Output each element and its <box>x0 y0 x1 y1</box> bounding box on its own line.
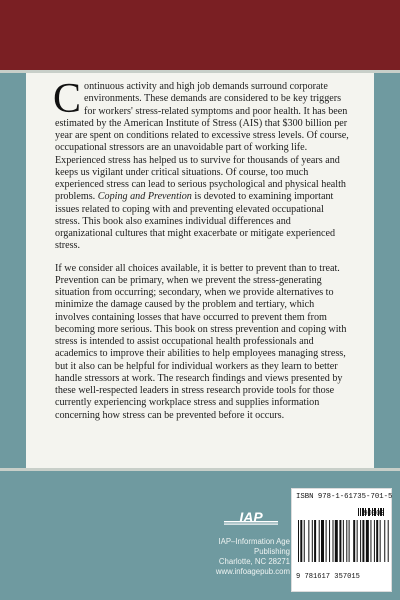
blurb-text <box>53 76 350 432</box>
barcode-bar <box>314 520 316 562</box>
ean-digits: 9 781617 357015 <box>296 573 360 581</box>
barcode-bar <box>333 520 334 562</box>
barcode-bar <box>300 520 302 562</box>
barcode-bar <box>357 520 358 562</box>
paragraph-1-start: ontinuous activity and high job demands surround corporate environments. These demands are considered to be key triggers for workers' stress-related symptoms and poor health. It has been estimated by the American Institute of Stress (AIS) that $300 billion per year are spent on conditions related to excessive stress levels. Of course, occupational stressors are an unavoidable part of working life. Experienced stress has helped us to survive for thousands of years and keeps us vigilant under critical situations. Of course, too much experienced stress can lead to serious psychological and physical health problems. <box>55 81 349 203</box>
barcode-bar <box>388 520 389 562</box>
barcode-bar <box>366 520 369 562</box>
publisher-city: Charlotte, NC 28271 <box>218 557 290 566</box>
barcode-bar <box>360 520 361 562</box>
barcode-bar <box>308 520 309 562</box>
barcode-bar <box>321 520 324 562</box>
barcode-bar <box>353 520 355 562</box>
barcode-bar <box>374 520 375 562</box>
paragraph-1-end: is devoted to examining important issues related to coping with and preventing elevated occupational stress. This book also examines individual differences and organizational cultures that might exacerbate or mitigate experienced stress. <box>55 191 336 252</box>
top-color-band <box>0 0 400 70</box>
bottom-divider <box>0 468 400 471</box>
barcode-bar <box>362 520 364 562</box>
barcode-bar <box>304 520 305 562</box>
barcode-bar <box>339 520 341 562</box>
blurb-paragraph-2: If we consider all choices available, it is better to prevent than to treat. Prevention can be primary, when we prevent the stress-generating situation from occurring; secondary, when we provide alternatives to minimize the damage caused by the problem and tertiary, which involves containing losses that have occurred to prevent them from becoming more serious. This book on stress prevention and coping with stress is intended to assist occupational health professionals and academics to improve their abilities to help employees managing stress, but it also can be helpful for individual workers as they learn to better handle stressors at work. The research findings and views presented by these well-respected leaders in stress research provide tools for those currently experiencing workplace stress and supplies information concerning how stress can be prevented before it occurs. <box>55 262 347 421</box>
isbn-barcode-label <box>291 488 392 592</box>
barcode-bar <box>343 520 344 562</box>
barcode-bar <box>326 520 327 562</box>
publisher-website: www.infoagepub.com <box>215 567 290 576</box>
publisher-info <box>205 537 290 577</box>
drop-cap: C <box>53 76 82 122</box>
barcode-bar <box>335 520 338 562</box>
publisher-logo-text: IAP <box>239 510 263 525</box>
publisher-name: IAP–Information Age Publishing <box>218 537 290 556</box>
book-title-italic: Coping and Prevention <box>97 191 192 203</box>
barcode-bar <box>319 520 320 562</box>
barcode-bar <box>298 520 299 562</box>
barcode-icon <box>295 508 390 566</box>
barcode-bar <box>312 520 313 562</box>
barcode-bar <box>349 520 350 562</box>
barcode-bar <box>370 520 371 562</box>
publisher-logo <box>223 510 279 532</box>
barcode-bar <box>384 520 385 562</box>
barcode-bar <box>376 520 378 562</box>
price-code: 90000 <box>363 510 385 518</box>
barcode-bar <box>380 520 381 562</box>
barcode-bar <box>346 520 347 562</box>
blurb-paragraph-1 <box>53 76 350 253</box>
isbn-text: ISBN 978-1-61735-701-5 <box>296 493 393 501</box>
barcode-bar <box>329 520 330 562</box>
